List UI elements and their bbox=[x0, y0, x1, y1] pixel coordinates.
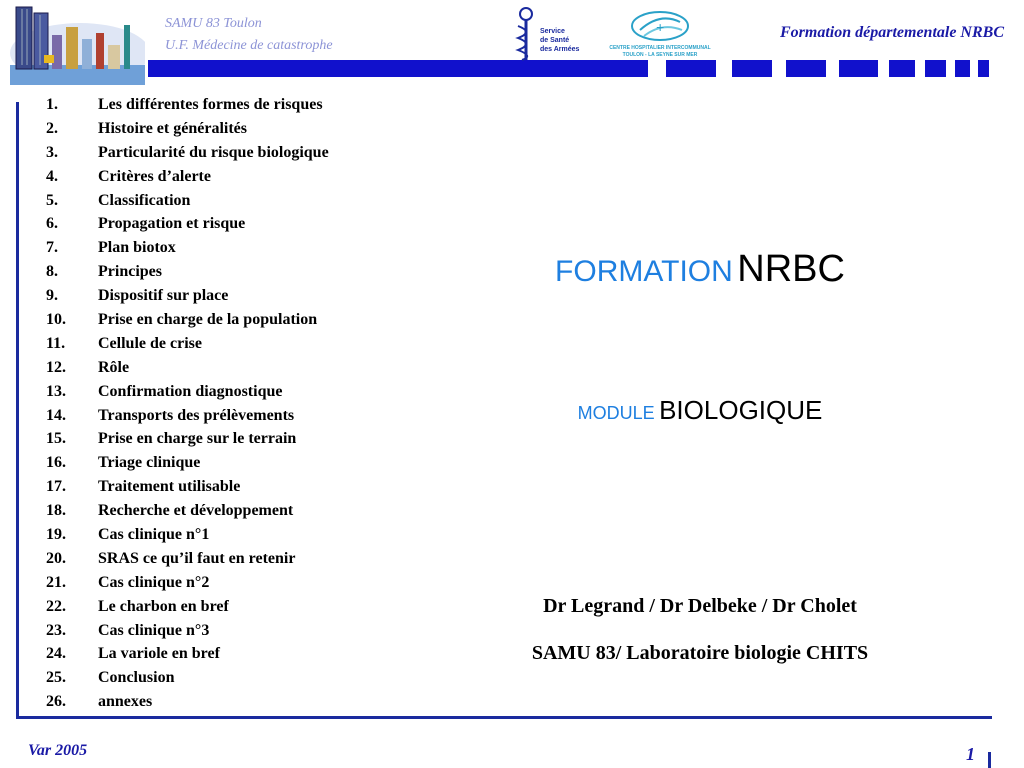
toc-item-number: 25. bbox=[46, 669, 66, 687]
toc-item-label: Triage clinique bbox=[98, 454, 201, 472]
caduceus-icon bbox=[512, 6, 540, 62]
toc-item bbox=[46, 93, 329, 117]
toc-item-number: 3. bbox=[46, 143, 58, 161]
header-band-blocks bbox=[648, 60, 998, 77]
toc-item-number: 19. bbox=[46, 526, 66, 544]
toc-item bbox=[46, 308, 329, 332]
toc-item bbox=[46, 141, 329, 165]
toc-item bbox=[46, 236, 329, 260]
ssa-logo-text: Service de Santé des Armées bbox=[540, 28, 580, 53]
toc-item-number: 6. bbox=[46, 215, 58, 233]
header-organization: SAMU 83 Toulon bbox=[165, 16, 262, 31]
toc-item-label: Les différentes formes de risques bbox=[98, 96, 323, 113]
toc-item-label: SRAS ce qu’il faut en retenir bbox=[98, 549, 296, 567]
toc-item-label: Le charbon en bref bbox=[98, 597, 229, 615]
toc-item-label: Cas clinique n°2 bbox=[98, 573, 210, 591]
toc-item bbox=[46, 666, 329, 690]
toc-item-label: Propagation et risque bbox=[98, 215, 246, 233]
toc-item bbox=[46, 260, 329, 284]
toc-item bbox=[46, 595, 329, 619]
toc-item-label: Particularité du risque biologique bbox=[98, 143, 329, 161]
toc-item-label: Critères d’alerte bbox=[98, 167, 211, 185]
toc-item-label: Prise en charge de la population bbox=[98, 311, 318, 329]
toc-item-number: 15. bbox=[46, 430, 66, 448]
toc-item bbox=[46, 165, 329, 189]
toc-item-number: 5. bbox=[46, 191, 58, 209]
toc-item-label: Dispositif sur place bbox=[98, 287, 229, 305]
title-nrbc: NRBC bbox=[737, 248, 845, 290]
toc-item-label: Cas clinique n°3 bbox=[98, 621, 210, 639]
toc-item-number: 17. bbox=[46, 478, 66, 496]
frame-right-tick bbox=[988, 752, 991, 768]
toc-item-number: 20. bbox=[46, 549, 66, 567]
toc-item-label: Confirmation diagnostique bbox=[98, 382, 283, 400]
toc-item-label: Cellule de crise bbox=[98, 334, 202, 352]
toc-item-number: 22. bbox=[46, 597, 66, 615]
toc-item-number: 18. bbox=[46, 502, 66, 520]
toc-item-label: Rôle bbox=[98, 358, 130, 376]
toc-item bbox=[46, 212, 329, 236]
toc-item bbox=[46, 404, 329, 428]
toc-item-number: 12. bbox=[46, 358, 66, 376]
toc-item-label: La variole en bref bbox=[98, 645, 220, 663]
toc-item-label: Transports des prélèvements bbox=[98, 406, 295, 424]
header-title: Formation départementale NRBC bbox=[779, 24, 1004, 41]
toc-item-number: 14. bbox=[46, 406, 66, 424]
header-unit: U.F. Médecine de catastrophe bbox=[165, 38, 333, 53]
toc-item-number: 10. bbox=[46, 311, 66, 329]
toc-item-label: Classification bbox=[98, 191, 191, 209]
toc-item bbox=[46, 451, 329, 475]
toc-item-number: 11. bbox=[46, 334, 66, 352]
toc-item-number: 2. bbox=[46, 119, 58, 137]
toc-item bbox=[46, 356, 329, 380]
subtitle-biologique: BIOLOGIQUE bbox=[659, 395, 823, 425]
city-skyline-logo bbox=[10, 5, 145, 85]
toc-item bbox=[46, 642, 329, 666]
toc-item-label: Traitement utilisable bbox=[98, 478, 241, 496]
toc-item bbox=[46, 427, 329, 451]
toc-item-label: Recherche et développement bbox=[98, 502, 294, 520]
svg-text:+: + bbox=[655, 19, 665, 35]
toc-item-number: 16. bbox=[46, 454, 66, 472]
toc-item-number: 4. bbox=[46, 167, 58, 185]
toc-item-label: Cas clinique n°1 bbox=[98, 526, 210, 544]
module-title bbox=[450, 395, 950, 426]
toc-item-number: 8. bbox=[46, 263, 58, 281]
toc-item bbox=[46, 499, 329, 523]
toc-item-number: 7. bbox=[46, 239, 58, 257]
toc-item-label: Plan biotox bbox=[98, 239, 176, 257]
toc-item-label: Histoire et généralités bbox=[98, 119, 247, 137]
frame-left-line bbox=[16, 102, 19, 718]
toc-item-label: Prise en charge sur le terrain bbox=[98, 430, 297, 448]
footer-date: Var 2005 bbox=[28, 742, 88, 759]
subtitle-module: MODULE bbox=[577, 403, 655, 423]
toc-item-number: 9. bbox=[46, 287, 58, 305]
title-formation: FORMATION bbox=[555, 255, 733, 288]
institutions: SAMU 83/ Laboratoire biologie CHITS bbox=[531, 642, 869, 664]
toc-item-number: 21. bbox=[46, 573, 66, 591]
toc-item bbox=[46, 690, 329, 714]
toc-item-number: 13. bbox=[46, 382, 66, 400]
toc-item bbox=[46, 571, 329, 595]
toc-item bbox=[46, 547, 329, 571]
authors: Dr Legrand / Dr Delbeke / Dr Cholet bbox=[543, 595, 857, 617]
toc-item-label: annexes bbox=[98, 693, 153, 711]
toc-item bbox=[46, 380, 329, 404]
table-of-contents bbox=[46, 93, 329, 714]
toc-item bbox=[46, 189, 329, 213]
toc-item bbox=[46, 523, 329, 547]
toc-item-label: Conclusion bbox=[98, 669, 175, 687]
page-number: 1 bbox=[966, 744, 975, 764]
toc-item bbox=[46, 475, 329, 499]
frame-bottom-line bbox=[16, 716, 992, 719]
toc-item bbox=[46, 332, 329, 356]
hospital-logo-icon bbox=[600, 8, 720, 46]
toc-item-number: 1. bbox=[46, 96, 58, 113]
hospital-logo-text: CENTRE HOSPITALIER INTERCOMMUNAL TOULON - LA SEYNE SUR MER bbox=[609, 45, 711, 58]
toc-item bbox=[46, 619, 329, 643]
toc-item-number: 24. bbox=[46, 645, 66, 663]
main-title bbox=[450, 248, 950, 291]
toc-item bbox=[46, 284, 329, 308]
toc-item-number: 23. bbox=[46, 621, 66, 639]
toc-item-number: 26. bbox=[46, 693, 66, 711]
toc-item bbox=[46, 117, 329, 141]
toc-item-label: Principes bbox=[98, 263, 162, 281]
